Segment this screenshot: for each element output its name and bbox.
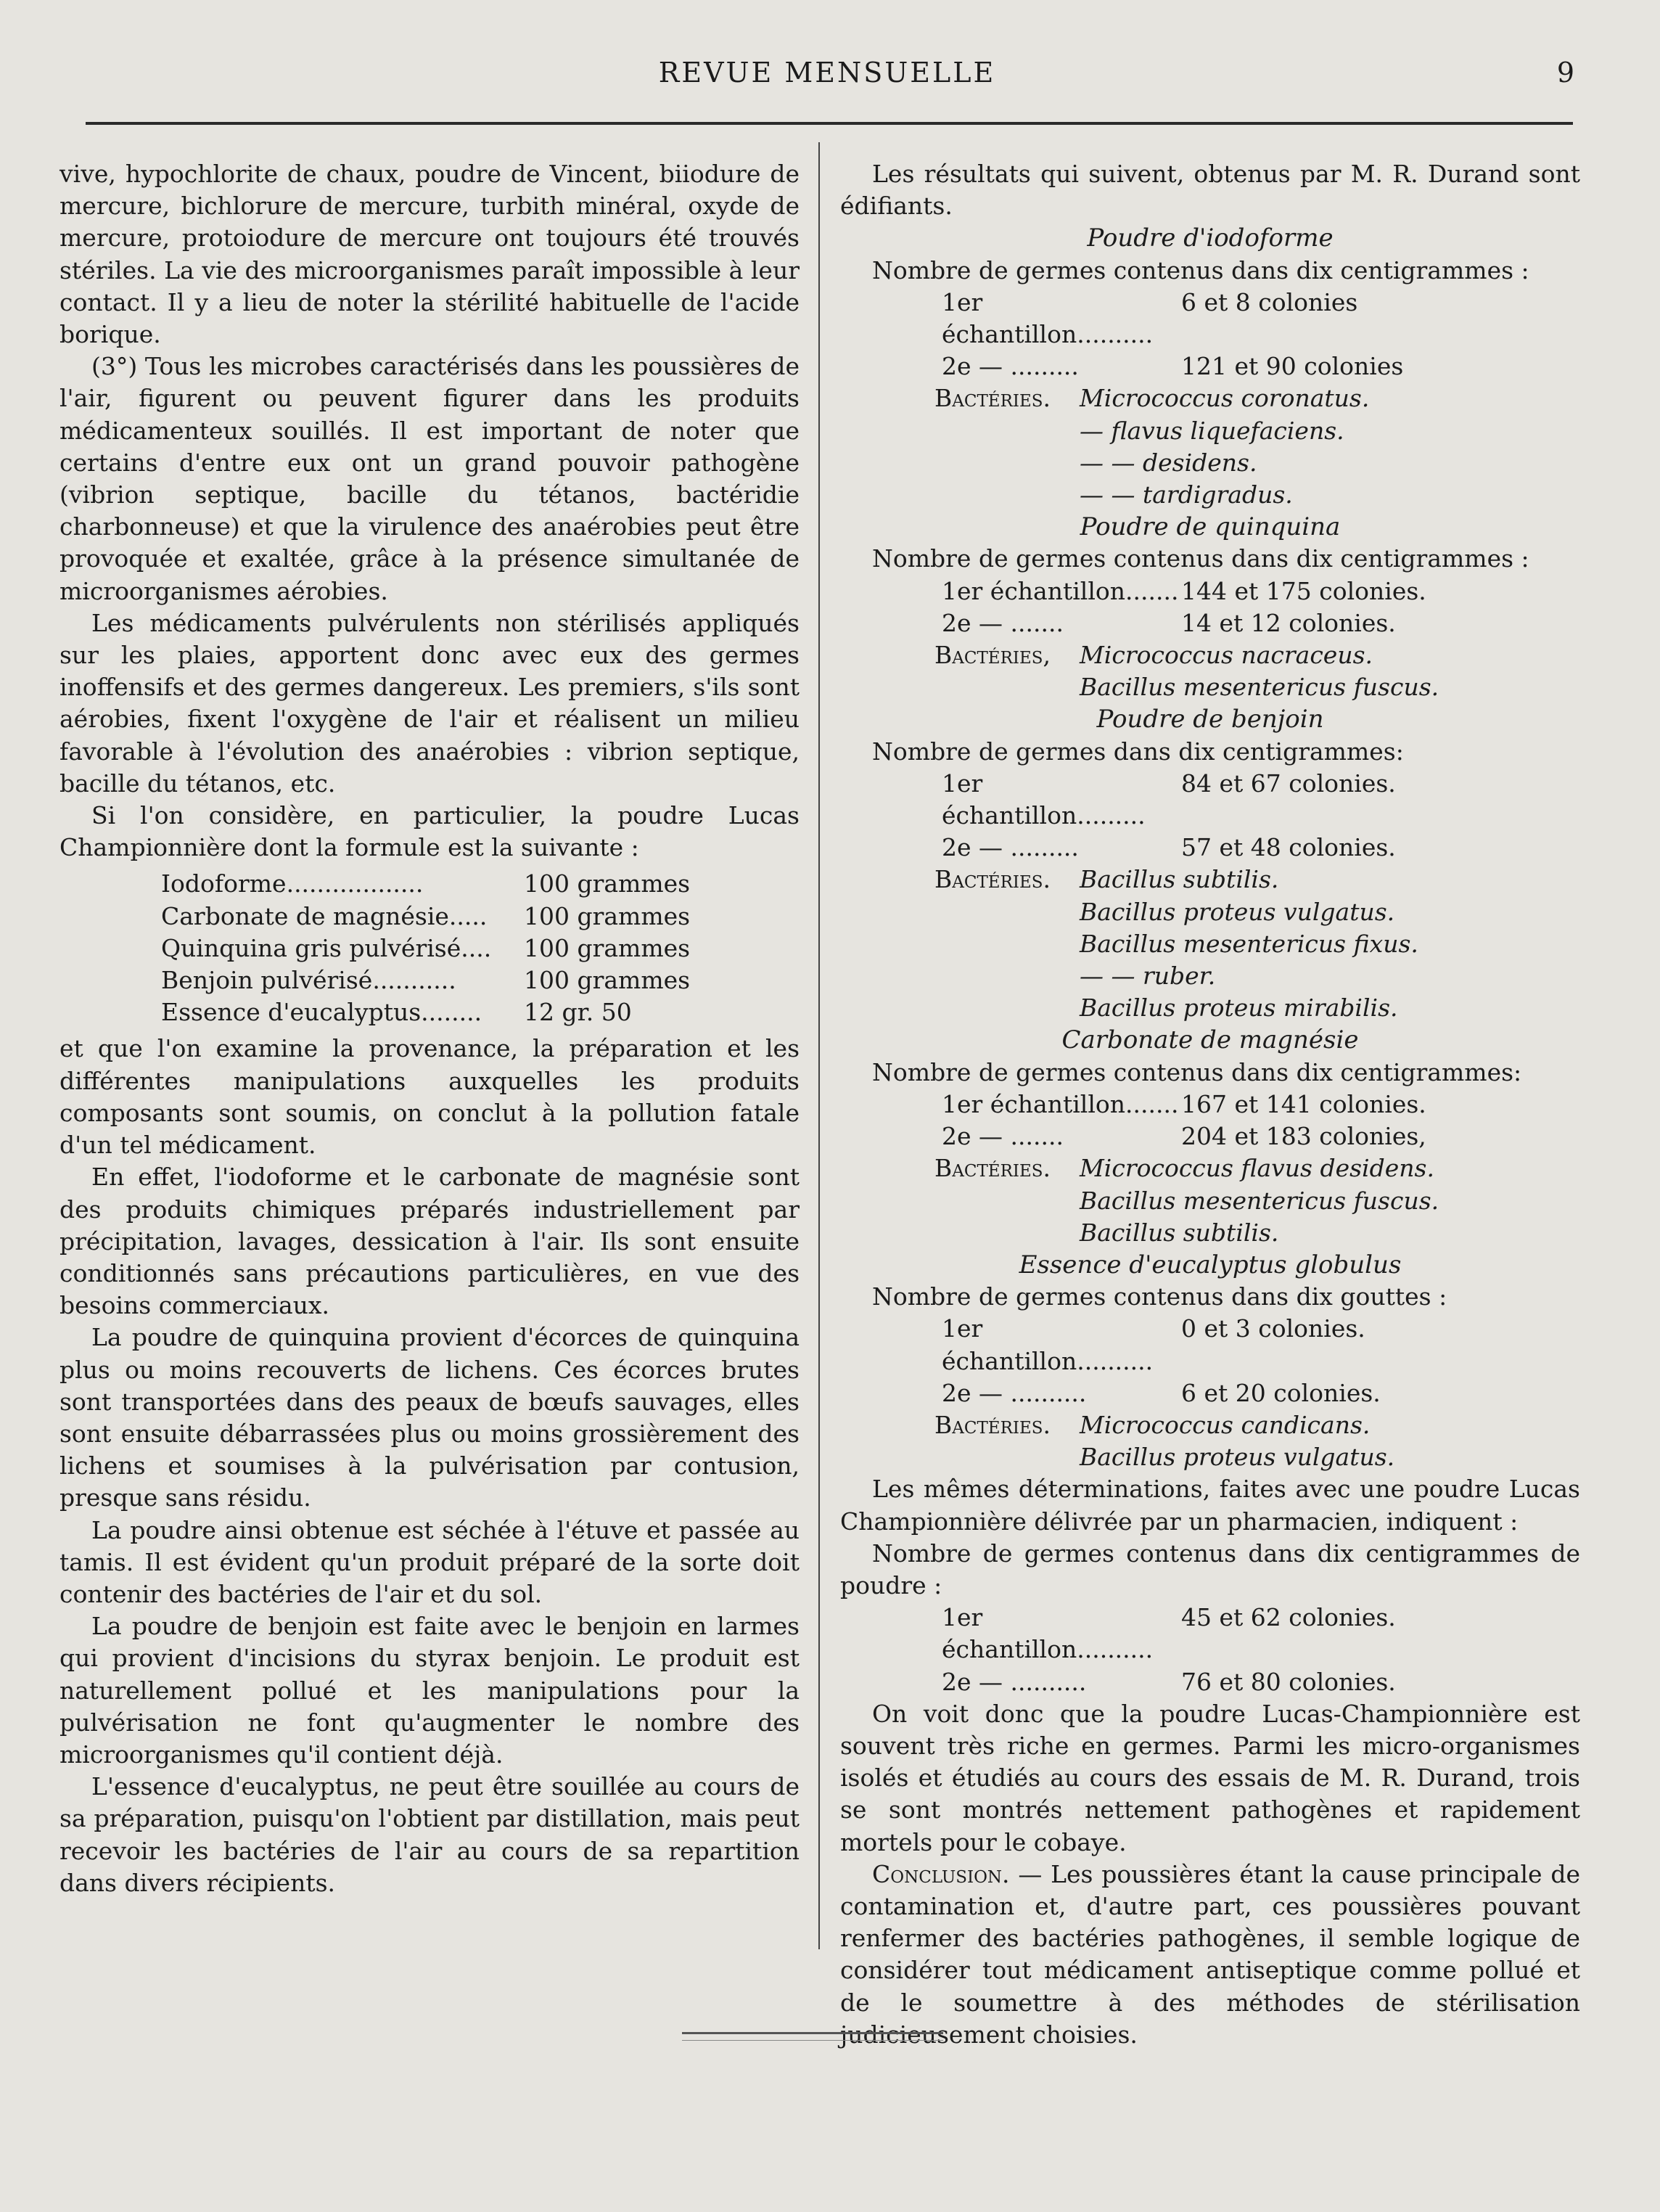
paragraph: (3°) Tous les microbes caractérisés dans les poussières de l'air, figurent ou peuvent figurer dans les produits médicamenteux souillés. Il est important de noter que certains d'entre eux ont un grand pouvoir pathogène (vibrion septique, bacille du tétanos, bactéridie charbonneuse) et que la virulence des anaérobies peut être provoquée et exaltée, grâce à la présence simultanée de microorganismes aérobies. <box>59 352 800 605</box>
paragraph: Les mêmes déterminations, faites avec une poudre Lucas Championnière délivrée par un pharmacien, indiquent : <box>840 1475 1580 1536</box>
ingredient-qty: 12 gr. 50 <box>524 998 632 1027</box>
paragraph: et que l'on examine la provenance, la préparation et les différentes manipulations auxquelles les produits composants sont soumis, on conclut à la pollution fatale d'un tel médicament. <box>59 1034 800 1160</box>
journal-title: REVUE MENSUELLE <box>658 57 996 89</box>
running-header <box>58 57 1596 100</box>
bacteria-name: Bacillus subtilis. <box>1080 865 1279 894</box>
paragraph: La poudre de benjoin est faite avec le benjoin en larmes qui provient d'incisions du styrax benjoin. Le produit est naturellement pollué et les manipulations pour la pulvérisation ne font qu'augmenter le nombre des microorganismes qu'il contient déjà. <box>59 1612 800 1769</box>
sample-label: 1er échantillon....... <box>942 576 1179 605</box>
sample-row <box>840 1121 1580 1152</box>
right-column <box>840 158 1580 2051</box>
sample-row <box>840 832 1580 864</box>
section-title: Carbonate de magnésie <box>1061 1025 1359 1055</box>
ingredient-qty: 100 grammes <box>524 933 691 962</box>
bacteria-name: Bacillus proteus vulgatus. <box>1080 897 1395 926</box>
sample-row <box>840 575 1580 607</box>
bacteria-name: Bacillus proteus vulgatus. <box>1080 1443 1395 1472</box>
paragraph: On voit donc que la poudre Lucas-Championnière est souvent très riche en germes. Parmi les micro-organismes isolés et étudiés au cours des essais de M. R. Durand, trois se sont montrés nettement pathogènes et rapidement mortels pour le cobaye. <box>840 1699 1580 1856</box>
sample-label: 1er échantillon.......... <box>942 1603 1154 1664</box>
bacteria-name: — — tardigradus. <box>1080 480 1293 509</box>
germ-count-line: Nombre de germes contenus dans dix centigrammes: <box>872 1057 1522 1086</box>
sample-value: 57 et 48 colonies. <box>1181 833 1396 862</box>
section-title: Poudre d'iodoforme <box>1087 224 1334 253</box>
sample-value: 0 et 3 colonies. <box>1181 1314 1365 1343</box>
germ-count-line: Nombre de germes dans dix centigrammes: <box>872 737 1404 766</box>
sample-value: 14 et 12 colonies. <box>1181 608 1396 637</box>
germ-count-line: Nombre de germes contenus dans dix centigrammes : <box>872 544 1529 573</box>
sample-label: 2e — .......... <box>942 1667 1087 1696</box>
bacteria-name: Bacillus mesentericus fixus. <box>1080 929 1418 958</box>
bacteria-name: Micrococcus candicans. <box>1080 1410 1371 1439</box>
sample-value: 144 et 175 colonies. <box>1181 576 1426 605</box>
formula-row <box>161 933 734 964</box>
bacteria-label: Bactéries. <box>934 384 1051 413</box>
ingredient-name: Essence d'eucalyptus........ <box>161 998 482 1027</box>
bacteria-name: Bacillus mesentericus fuscus. <box>1080 673 1439 702</box>
sample-label: 2e — ....... <box>942 1122 1064 1151</box>
bacteria-name: Bacillus proteus mirabilis. <box>1080 994 1398 1023</box>
sample-row <box>840 351 1580 382</box>
section-quinquina <box>840 511 1580 703</box>
formula-row <box>161 901 734 933</box>
ingredient-name: Quinquina gris pulvérisé.... <box>161 933 492 962</box>
bacteria-row <box>840 1152 1580 1184</box>
bacteria-name: Micrococcus nacraceus. <box>1080 641 1373 670</box>
sample-row <box>840 1377 1580 1409</box>
bacteria-name: Bacillus subtilis. <box>1080 1218 1279 1247</box>
sample-label: 2e — ......... <box>942 352 1079 381</box>
bacteria-row <box>840 864 1580 896</box>
sample-row <box>840 768 1580 832</box>
sample-value: 121 et 90 colonies <box>1181 352 1404 381</box>
sample-row <box>840 287 1580 351</box>
bacteria-name: — — ruber. <box>1080 962 1216 991</box>
paragraph: Nombre de germes contenus dans dix centigrammes de poudre : <box>840 1539 1580 1599</box>
section-title: Essence d'eucalyptus globulus <box>1019 1250 1402 1279</box>
germ-count-line: Nombre de germes contenus dans dix gouttes : <box>872 1282 1447 1311</box>
section-title: Poudre de quinquina <box>1080 512 1341 542</box>
section-eucalyptus <box>840 1249 1580 1473</box>
conclusion-text: — Les poussières étant la cause principale de contamination et, d'autre part, ces poussières pouvant renfermer des bactéries pathogènes, il semble logique de considérer tout médicament antiseptique comme pollué et de le soumettre à des méthodes de stérilisation judicieusement choisies. <box>840 1859 1580 2049</box>
column-divider <box>818 142 820 1949</box>
conclusion-paragraph <box>840 1859 1580 2051</box>
header-rule <box>86 122 1573 125</box>
bacteria-name: Bacillus mesentericus fuscus. <box>1080 1186 1439 1215</box>
sample-value: 76 et 80 colonies. <box>1181 1667 1396 1696</box>
sample-value: 84 et 67 colonies. <box>1181 769 1396 798</box>
section-iodoforme <box>840 222 1580 511</box>
paragraph: L'essence d'eucalyptus, ne peut être souillée au cours de sa préparation, puisqu'on l'obtient par distillation, mais peut recevoir les bactéries de l'air au cours de sa repartition dans divers récipients. <box>59 1772 800 1897</box>
paragraph: En effet, l'iodoforme et le carbonate de magnésie sont des produits chimiques préparés industriellement par précipitation, lavages, dessication à l'air. Ils sont ensuite conditionnés sans précautions particulières, en vue des besoins commerciaux. <box>59 1163 800 1320</box>
sample-row <box>840 1089 1580 1121</box>
bacteria-row <box>840 1409 1580 1441</box>
formula-row <box>161 996 734 1028</box>
sample-label: 2e — .......... <box>942 1378 1087 1407</box>
bacteria-label: Bactéries, <box>934 641 1051 670</box>
bacteria-row <box>840 639 1580 671</box>
sample-value: 6 et 8 colonies <box>1181 287 1358 316</box>
sample-value: 45 et 62 colonies. <box>1181 1603 1396 1632</box>
paragraph: La poudre de quinquina provient d'écorces de quinquina plus ou moins recouverts de lichens. Ces écorces brutes sont transportées dans des peaux de bœufs sauvages, elles sont ensuite débarrassées plus ou moins grossièrement des lichens et soumises à la pulvérisation par contusion, presque sans résidu. <box>59 1323 800 1512</box>
bacteria-label: Bactéries. <box>934 865 1051 894</box>
formula-row <box>161 868 734 900</box>
sample-value: 204 et 183 colonies, <box>1181 1122 1426 1151</box>
conclusion-label: Conclusion. <box>872 1859 1010 1888</box>
ingredient-qty: 100 grammes <box>524 966 691 995</box>
sample-row <box>840 1602 1580 1666</box>
germ-count-line: Nombre de germes contenus dans dix centigrammes : <box>872 255 1529 284</box>
sample-row <box>840 1666 1580 1698</box>
sample-label: 1er échantillon....... <box>942 1089 1179 1118</box>
bacteria-name: — flavus liquefaciens. <box>1080 416 1344 445</box>
ingredient-name: Carbonate de magnésie..... <box>161 901 488 930</box>
paragraph: La poudre ainsi obtenue est séchée à l'étuve et passée au tamis. Il est évident qu'un produit préparé de la sorte doit contenir des bactéries de l'air et du sol. <box>59 1515 800 1608</box>
paragraph: vive, hypochlorite de chaux, poudre de Vincent, biiodure de mercure, bichlorure de mercure, turbith minéral, oxyde de mercure, protoiodure de mercure ont toujours été trouvés stériles. La vie des microorganismes paraît impossible à leur contact. Il y a lieu de noter la stérilité habituelle de l'acide borique. <box>59 160 800 349</box>
formula-row <box>161 964 734 996</box>
paragraph: Les résultats qui suivent, obtenus par M. R. Durand sont édifiants. <box>840 160 1580 221</box>
formula-table <box>161 868 800 1028</box>
ingredient-name: Benjoin pulvérisé........... <box>161 966 456 995</box>
bacteria-name: Micrococcus coronatus. <box>1080 384 1370 413</box>
ingredient-name: Iodoforme.................. <box>161 869 424 898</box>
section-title: Poudre de benjoin <box>1096 705 1324 734</box>
section-carbonate <box>840 1024 1580 1248</box>
sample-label: 1er échantillon.......... <box>942 287 1154 349</box>
page-number: 9 <box>1556 57 1574 89</box>
bacteria-name: — — desidens. <box>1080 448 1257 477</box>
paragraph: Les médicaments pulvérulents non stérilisés appliqués sur les plaies, apportent donc avec eux des germes inoffensifs et des germes dangereux. Les premiers, s'ils sont aérobies, fixent l'oxygène de l'air et réalisent un milieu favorable à l'évolution des anaérobies : vibrion septique, bacille du tétanos, etc. <box>59 608 800 798</box>
bacteria-name: Micrococcus flavus desidens. <box>1080 1154 1434 1183</box>
bacteria-label: Bactéries. <box>934 1154 1051 1183</box>
ingredient-qty: 100 grammes <box>524 869 691 898</box>
sample-value: 167 et 141 colonies. <box>1181 1089 1426 1118</box>
bottom-ornament <box>682 2032 943 2041</box>
bacteria-row <box>840 382 1580 414</box>
section-benjoin <box>840 703 1580 1024</box>
sample-label: 2e — ....... <box>942 608 1064 637</box>
left-column <box>59 158 800 1899</box>
bacteria-label: Bactéries. <box>934 1410 1051 1439</box>
sample-label: 1er échantillon.......... <box>942 1314 1154 1375</box>
paragraph: Si l'on considère, en particulier, la poudre Lucas Championnière dont la formule est la suivante : <box>59 801 800 862</box>
sample-value: 6 et 20 colonies. <box>1181 1378 1381 1407</box>
sample-label: 1er échantillon......... <box>942 769 1146 830</box>
sample-row <box>840 607 1580 639</box>
sample-label: 2e — ......... <box>942 833 1079 862</box>
sample-row <box>840 1313 1580 1377</box>
ingredient-qty: 100 grammes <box>524 901 691 930</box>
